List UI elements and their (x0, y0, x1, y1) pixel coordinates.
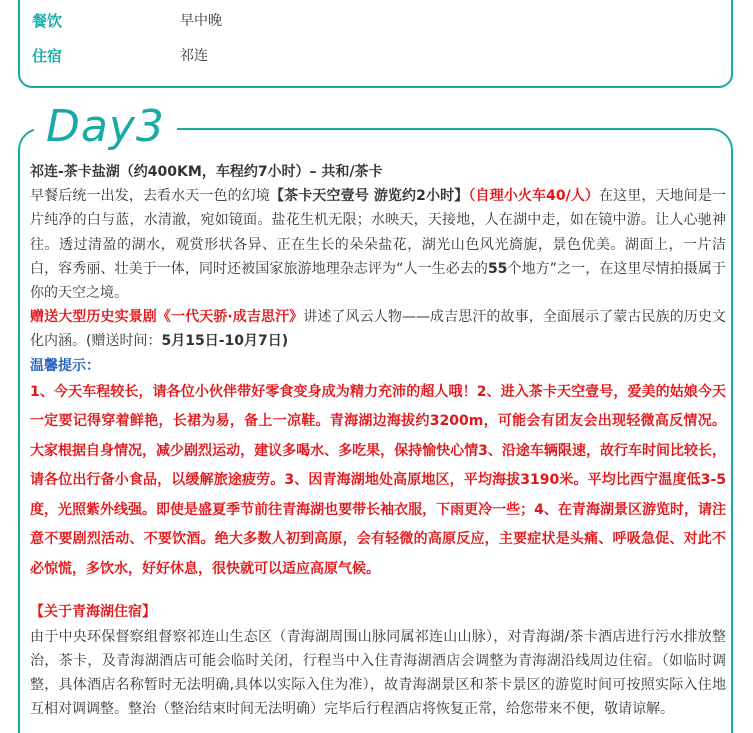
optional-train-note: （自理小火车40/人） (468, 188, 600, 205)
show-description: 讲述了风云人物——成吉思汗的故事，全面展示了蒙古民族的历史文化内涵。(赠送时间： (30, 309, 726, 350)
hotel-notice-text: 由于中央环保督察组督察祁连山生态区（青海湖周围山脉同属祁连山山脉），对青海湖/茶卡酒店进行污水排放整治，茶卡，及青海湖酒店可能会临时关闭，行程当中入住青海湖酒店会调整为青海湖沿线周边住宿。（如临时调整，具体酒店名称暂时无法明确,具体以实际入住为准），故青海湖景区和茶卡景区的游览时间可按照实际入住地互相对调调整。整治（整治结束时间无法明确）完毕后行程酒店将恢复正常，给您带来不便，敬请谅解。 (30, 628, 726, 718)
tips-text: 1、今天车程较长，请各位小伙伴带好零食变身成为精力充沛的超人哦！2、进入茶卡天空壹号，爱美的姑娘今天一定要记得穿着鲜艳，长裙为易，备上一凉鞋。青海湖边海拔约3200m，可能会有团友会出现轻微高反情况。大家根据自身情况，减少剧烈运动，建议多喝水、多吃果，保持愉快心情3、沿途车辆限速，故行车时间比较长，请各位出行备小食品，以缓解旅途疲劳。3、因青海湖地处高原地区，平均海拔3190米。平均比西宁温度低3-5度，光照紫外线强。即使是盛夏季节前往青海湖也要带长袖衣服，下雨更冷一些；4、在青海湖景区游览时，请注意不要剧烈活动、不要饮酒。绝大多数人初到高原，会有轻微的高原反应，主要症状是头痛、呼吸急促、对此不必惊慌，多饮水，好好休息，很快就可以适应高原气候。 (30, 383, 726, 577)
meals-value: 早中晚 (180, 13, 222, 29)
tips-label: 温馨提示： (30, 357, 100, 374)
intro-text-1: 早餐后统一出发，去看水天一色的幻境 (30, 188, 270, 205)
intro-number: 55 (487, 260, 508, 277)
hotel-label: 住宿 (32, 47, 63, 65)
attraction-name: 【茶卡天空壹号 游览约2小时】 (270, 188, 469, 205)
show-paragraph (30, 305, 726, 353)
intro-text-3: 个地方”之一，在这里尽情拍摄属于你的天空之境。 (30, 260, 726, 302)
section-spacer (30, 584, 726, 600)
intro-text-2: 在这里，天地间是一片纯净的白与蓝，水清澈，宛如镜面。盐花生机无限；水映天，天接地，人在湖中走，如在镜中游。让人心驰神往。透过清盈的湖水，观赏形状各异、正在生长的朵朵盐花，湖光山色风光旖旎，景色优美。湖面上，一片洁白，容秀丽、壮美于一体，同时还被国家旅游地理杂志评为“人一生必去的 (30, 188, 726, 277)
day-content (30, 160, 726, 721)
intro-paragraph (30, 184, 726, 305)
hotel-notice-heading: 【关于青海湖住宿】 (30, 604, 156, 621)
day-title: Day3 (34, 101, 177, 153)
hotel-value: 祁连 (180, 48, 208, 64)
meals-label: 餐饮 (32, 12, 63, 30)
show-close-paren: ) (281, 333, 289, 350)
show-dates: 5月15日-10月7日 (161, 333, 282, 350)
route-heading: 祁连-茶卡盐湖（约400KM，车程约7小时）– 共和/茶卡 (30, 164, 383, 180)
free-show-title: 赠送大型历史实景剧《一代天骄·成吉思汗》 (30, 309, 304, 326)
